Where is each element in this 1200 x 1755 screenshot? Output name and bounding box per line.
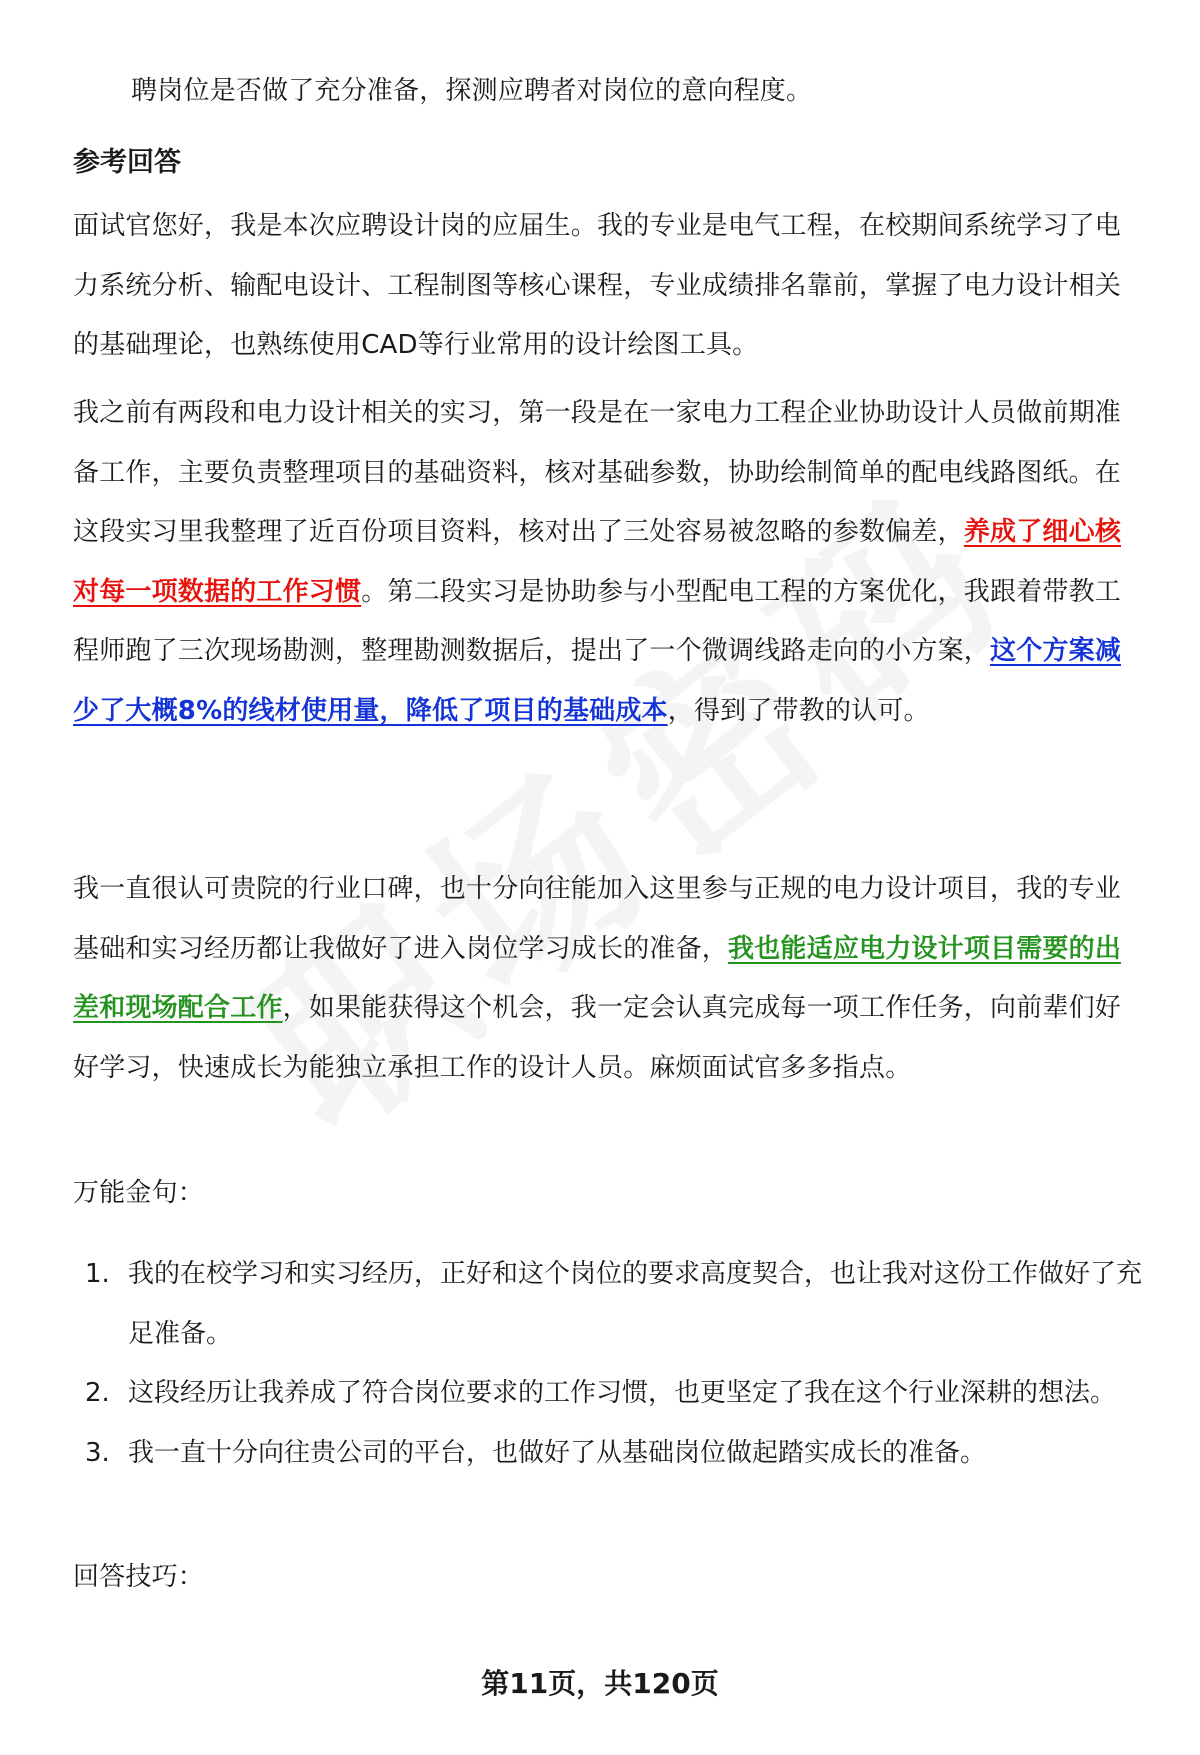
para2-text-2: 。第二段实习是协助参与小型配电工程的方案优化，我跟着带教工程师跑了三次现场勘测，整理勘测数据后，提出了一个微调线路走向的小方案， — [73, 576, 1122, 666]
answer-paragraph-3 — [73, 860, 1145, 1098]
answer-paragraph-2 — [73, 384, 1145, 741]
list-number: 2. — [85, 1378, 110, 1408]
highlight-blue: 这个方案减少了大概8%的线材使用量，降低了项目的基础成本 — [73, 636, 1122, 726]
answer-paragraph-1: 面试官您好，我是本次应聘设计岗的应届生。我的专业是电气工程，在校期间系统学习了电力系统分析、输配电设计、工程制图等核心课程，专业成绩排名靠前，掌握了电力设计相关的基础理论，也熟练使用CAD等行业常用的设计绘图工具。 — [73, 211, 1122, 360]
list-number: 1. — [85, 1259, 110, 1289]
para3-text-1: 我一直很认可贵院的行业口碑，也十分向往能加入这里参与正规的电力设计项目，我的专业基础和实习经历都让我做好了进入岗位学习成长的准备， — [73, 874, 1122, 964]
section-heading: 参考回答 — [73, 147, 181, 178]
para3-text-2: ，如果能获得这个机会，我一定会认真完成每一项工作任务，向前辈们好好学习，快速成长为能独立承担工作的设计人员。麻烦面试官多多指点。 — [73, 993, 1122, 1083]
golden-sentences-title: 万能金句： — [73, 1178, 205, 1208]
highlight-red: 养成了细心核对每一项数据的工作习惯 — [73, 517, 1122, 607]
page-number: 第11页，共120页 — [481, 1667, 719, 1700]
list-item-text: 这段经历让我养成了符合岗位要求的工作习惯，也更坚定了我在这个行业深耕的想法。 — [128, 1378, 1117, 1408]
list-item-text: 我一直十分向往贵公司的平台，也做好了从基础岗位做起踏实成长的准备。 — [128, 1437, 987, 1468]
list-item — [73, 1364, 1145, 1424]
list-item — [73, 1245, 1145, 1364]
para2-text-1: 我之前有两段和电力设计相关的实习，第一段是在一家电力工程企业协助设计人员做前期准备工作，主要负责整理项目的基础资料，核对基础参数，协助绘制简单的配电线路图纸。在这段实习里我整理了近百份项目资料，核对出了三处容易被忽略的参数偏差， — [73, 398, 1122, 547]
golden-sentences-list — [73, 1245, 1145, 1483]
list-item-text: 我的在校学习和实习经历，正好和这个岗位的要求高度契合，也让我对这份工作做好了充足准备。 — [128, 1259, 1143, 1349]
continued-text: 聘岗位是否做了充分准备，探测应聘者对岗位的意向程度。 — [131, 76, 813, 106]
list-number: 3. — [85, 1437, 110, 1468]
tips-title: 回答技巧： — [73, 1562, 205, 1592]
list-item — [73, 1424, 1145, 1484]
highlight-green: 我也能适应电力设计项目需要的出差和现场配合工作 — [73, 933, 1122, 1023]
para2-text-3: ，得到了带教的认可。 — [667, 695, 930, 726]
